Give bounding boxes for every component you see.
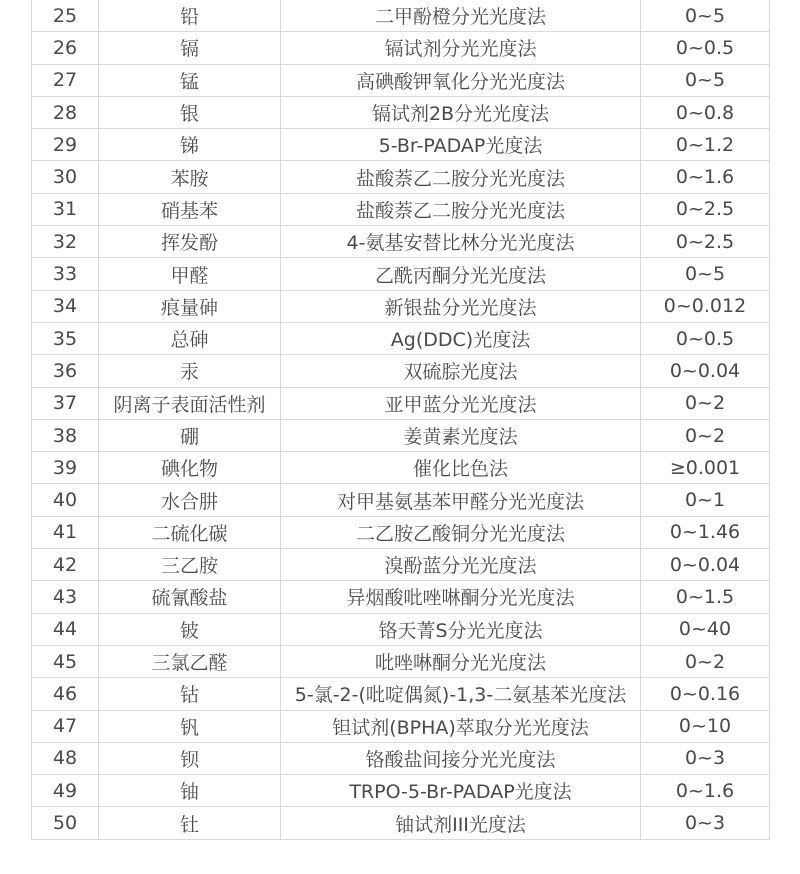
table-row (32, 775, 770, 807)
test-method-cell: 5-Br-PADAP光度法 (281, 129, 641, 161)
table-row (32, 193, 770, 225)
row-number-cell: 32 (32, 226, 99, 258)
test-item-cell: 二硫化碳 (99, 516, 281, 548)
test-method-cell: 姜黄素光度法 (281, 419, 641, 451)
measuring-range-cell: 0~1.6 (641, 775, 770, 807)
test-item-cell: 水合肼 (99, 484, 281, 516)
test-item-cell: 硼 (99, 419, 281, 451)
test-method-cell: 镉试剂分光光度法 (281, 32, 641, 64)
row-number-cell: 48 (32, 742, 99, 774)
row-number-cell: 47 (32, 710, 99, 742)
test-method-cell: 5-氯-2-(吡啶偶氮)-1,3-二氨基苯光度法 (281, 678, 641, 710)
measuring-range-cell: 0~2.5 (641, 193, 770, 225)
test-item-cell: 钴 (99, 678, 281, 710)
table-row (32, 645, 770, 677)
test-item-cell: 硝基苯 (99, 193, 281, 225)
table-row (32, 355, 770, 387)
measuring-range-cell: 0~0.012 (641, 290, 770, 322)
test-item-cell: 苯胺 (99, 161, 281, 193)
test-item-cell: 镉 (99, 32, 281, 64)
row-number-cell: 35 (32, 322, 99, 354)
measuring-range-cell: 0~2.5 (641, 226, 770, 258)
row-number-cell: 43 (32, 581, 99, 613)
test-item-cell: 汞 (99, 355, 281, 387)
row-number-cell: 31 (32, 193, 99, 225)
row-number-cell: 44 (32, 613, 99, 645)
test-item-cell: 挥发酚 (99, 226, 281, 258)
row-number-cell: 29 (32, 129, 99, 161)
test-method-cell: 溴酚蓝分光光度法 (281, 549, 641, 581)
row-number-cell: 39 (32, 452, 99, 484)
test-method-cell: 4-氨基安替比林分光光度法 (281, 226, 641, 258)
table-row (32, 290, 770, 322)
measuring-range-cell: 0~1.46 (641, 516, 770, 548)
row-number-cell: 42 (32, 549, 99, 581)
measuring-range-cell: 0~1 (641, 484, 770, 516)
row-number-cell: 37 (32, 387, 99, 419)
row-number-cell: 45 (32, 645, 99, 677)
test-method-cell: 二甲酚橙分光光度法 (281, 0, 641, 32)
measuring-range-cell: 0~1.2 (641, 129, 770, 161)
table-row (32, 549, 770, 581)
test-method-cell: Ag(DDC)光度法 (281, 322, 641, 354)
test-item-cell: 碘化物 (99, 452, 281, 484)
test-method-cell: 双硫腙光度法 (281, 355, 641, 387)
measuring-range-cell: 0~0.5 (641, 322, 770, 354)
row-number-cell: 25 (32, 0, 99, 32)
table-row (32, 613, 770, 645)
table-row (32, 96, 770, 128)
row-number-cell: 30 (32, 161, 99, 193)
test-item-cell: 三氯乙醛 (99, 645, 281, 677)
table-row (32, 322, 770, 354)
test-item-cell: 锰 (99, 64, 281, 96)
table-row (32, 0, 770, 32)
row-number-cell: 41 (32, 516, 99, 548)
table-row (32, 64, 770, 96)
row-number-cell: 49 (32, 775, 99, 807)
table-row (32, 807, 770, 839)
test-method-cell: 盐酸萘乙二胺分光光度法 (281, 161, 641, 193)
test-method-cell: 高碘酸钾氧化分光光度法 (281, 64, 641, 96)
test-item-cell: 总砷 (99, 322, 281, 354)
table-row (32, 32, 770, 64)
test-method-cell: 铀试剂III光度法 (281, 807, 641, 839)
test-item-cell: 痕量砷 (99, 290, 281, 322)
measuring-range-cell: 0~2 (641, 419, 770, 451)
test-item-cell: 甲醛 (99, 258, 281, 290)
test-item-cell: 阴离子表面活性剂 (99, 387, 281, 419)
table-row (32, 161, 770, 193)
row-number-cell: 27 (32, 64, 99, 96)
test-method-cell: 吡唑啉酮分光光度法 (281, 645, 641, 677)
test-method-cell: 铬天菁S分光光度法 (281, 613, 641, 645)
row-number-cell: 38 (32, 419, 99, 451)
table-row (32, 452, 770, 484)
test-method-cell: 乙酰丙酮分光光度法 (281, 258, 641, 290)
table-row (32, 742, 770, 774)
row-number-cell: 33 (32, 258, 99, 290)
table-row (32, 129, 770, 161)
table-row (32, 484, 770, 516)
test-method-cell: 铬酸盐间接分光光度法 (281, 742, 641, 774)
test-method-cell: 新银盐分光光度法 (281, 290, 641, 322)
row-number-cell: 36 (32, 355, 99, 387)
row-number-cell: 28 (32, 96, 99, 128)
table-row (32, 387, 770, 419)
test-method-cell: 亚甲蓝分光光度法 (281, 387, 641, 419)
row-number-cell: 40 (32, 484, 99, 516)
measuring-range-cell: 0~5 (641, 258, 770, 290)
measuring-range-cell: 0~3 (641, 742, 770, 774)
test-method-cell: 镉试剂2B分光光度法 (281, 96, 641, 128)
test-method-cell: 异烟酸吡唑啉酮分光光度法 (281, 581, 641, 613)
test-method-cell: 催化比色法 (281, 452, 641, 484)
measuring-range-cell: 0~1.6 (641, 161, 770, 193)
measuring-range-cell: 0~2 (641, 645, 770, 677)
test-item-cell: 银 (99, 96, 281, 128)
row-number-cell: 34 (32, 290, 99, 322)
test-item-cell: 锑 (99, 129, 281, 161)
row-number-cell: 26 (32, 32, 99, 64)
table-row (32, 258, 770, 290)
detection-methods-table (31, 0, 770, 840)
measuring-range-cell: 0~0.16 (641, 678, 770, 710)
test-method-cell: 钽试剂(BPHA)萃取分光光度法 (281, 710, 641, 742)
measuring-range-cell: 0~5 (641, 64, 770, 96)
table-row (32, 581, 770, 613)
table-row (32, 710, 770, 742)
test-item-cell: 硫氰酸盐 (99, 581, 281, 613)
measuring-range-cell: 0~0.04 (641, 355, 770, 387)
test-method-cell: TRPO-5-Br-PADAP光度法 (281, 775, 641, 807)
test-method-cell: 二乙胺乙酸铜分光光度法 (281, 516, 641, 548)
measuring-range-cell: 0~3 (641, 807, 770, 839)
test-method-cell: 盐酸萘乙二胺分光光度法 (281, 193, 641, 225)
test-item-cell: 钒 (99, 710, 281, 742)
measuring-range-cell: 0~10 (641, 710, 770, 742)
measuring-range-cell: 0~40 (641, 613, 770, 645)
row-number-cell: 50 (32, 807, 99, 839)
table-body (32, 0, 770, 839)
measuring-range-cell: ≥0.001 (641, 452, 770, 484)
table-row (32, 516, 770, 548)
row-number-cell: 46 (32, 678, 99, 710)
measuring-range-cell: 0~0.04 (641, 549, 770, 581)
measuring-range-cell: 0~1.5 (641, 581, 770, 613)
test-item-cell: 铅 (99, 0, 281, 32)
table-row (32, 419, 770, 451)
measuring-range-cell: 0~0.8 (641, 96, 770, 128)
test-item-cell: 钡 (99, 742, 281, 774)
test-item-cell: 三乙胺 (99, 549, 281, 581)
measuring-range-cell: 0~0.5 (641, 32, 770, 64)
test-method-cell: 对甲基氨基苯甲醛分光光度法 (281, 484, 641, 516)
measuring-range-cell: 0~5 (641, 0, 770, 32)
test-item-cell: 铀 (99, 775, 281, 807)
measuring-range-cell: 0~2 (641, 387, 770, 419)
table-row (32, 678, 770, 710)
table-row (32, 226, 770, 258)
test-item-cell: 铍 (99, 613, 281, 645)
test-item-cell: 钍 (99, 807, 281, 839)
